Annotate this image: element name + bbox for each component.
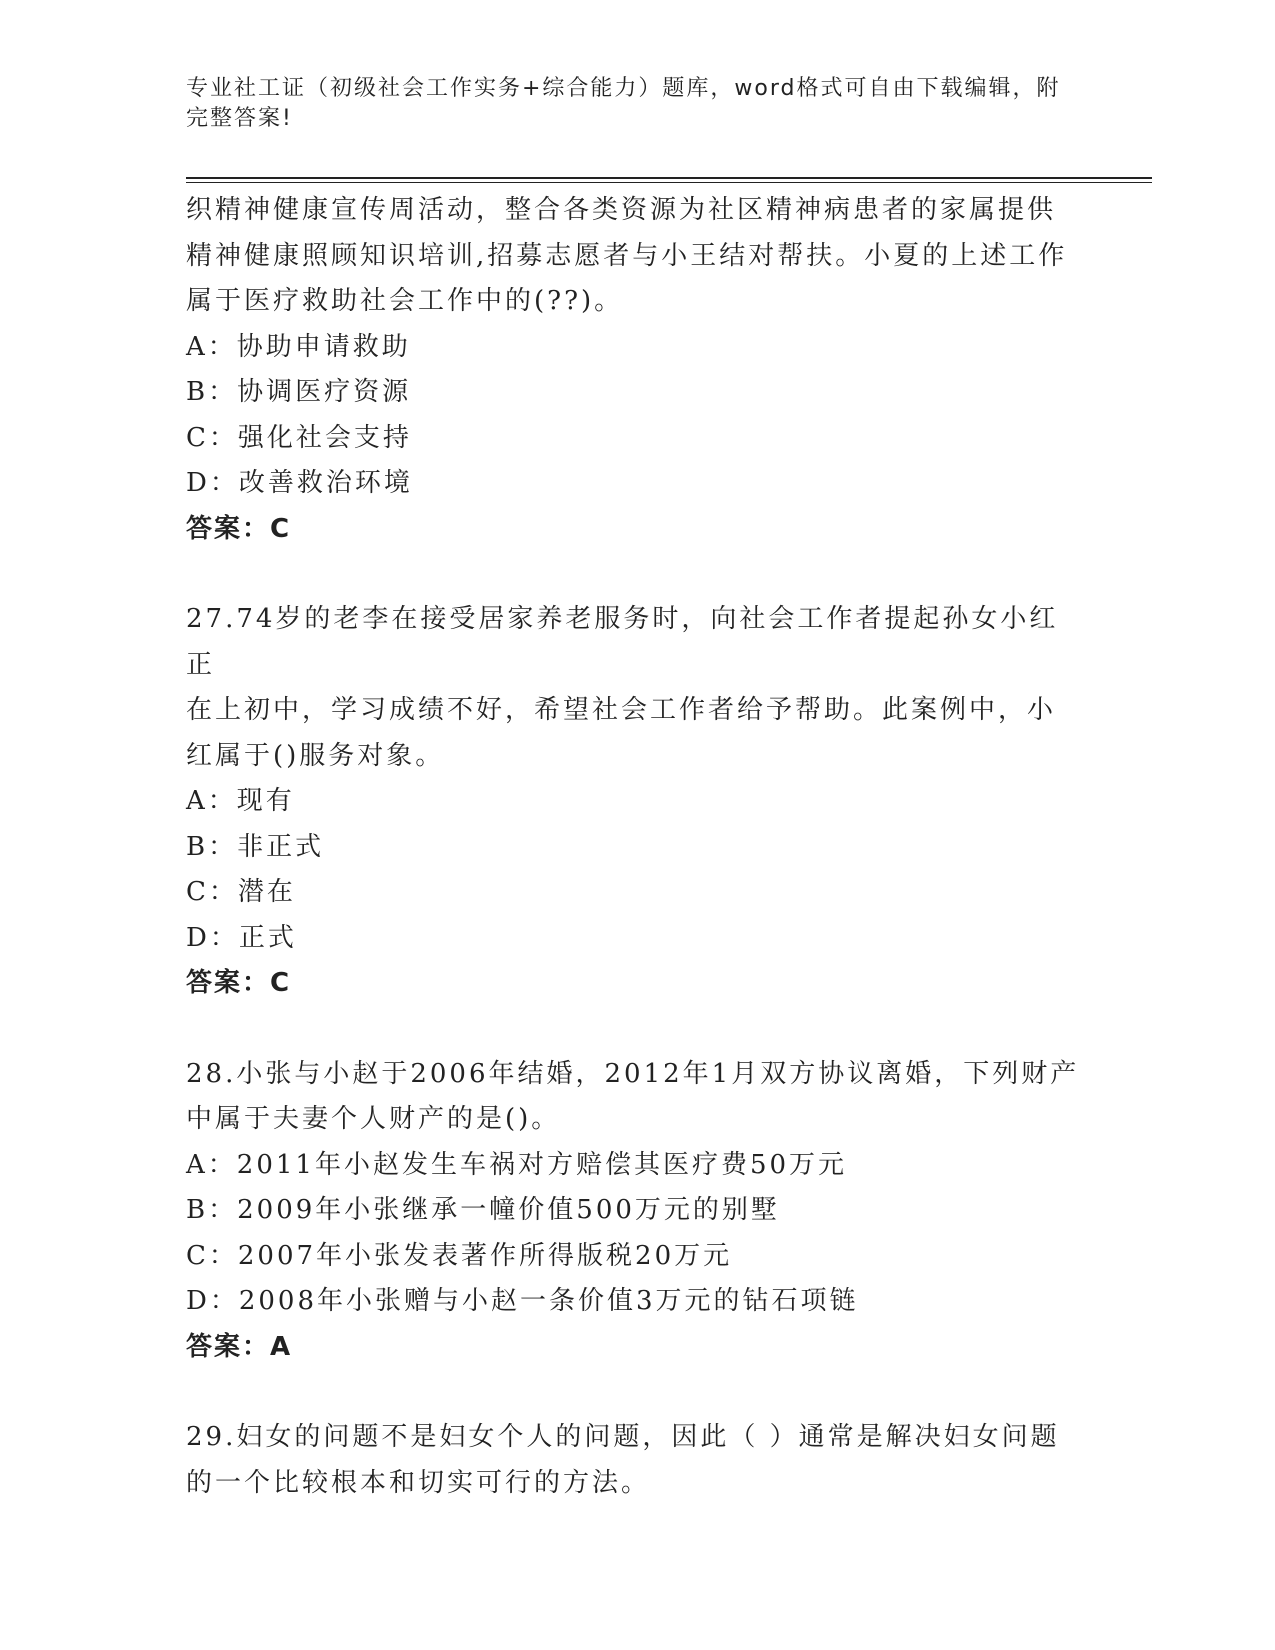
option-d: D：改善救治环境 [186, 468, 413, 498]
question-stem-line: 精神健康照顾知识培训,招募志愿者与小王结对帮扶。小夏的上述工作 [186, 240, 1068, 271]
header-line-1: 专业社工证（初级社会工作实务+综合能力）题库，word格式可自由下载编辑，附 [186, 76, 1061, 101]
question-stem-line: 28.小张与小赵于2006年结婚，2012年1月双方协议离婚，下列财产 [186, 1058, 1080, 1089]
option-b: B：非正式 [186, 831, 325, 862]
header-line-2: 完整答案! [186, 106, 293, 131]
option-b: B：协调医疗资源 [186, 377, 412, 407]
question-stem-line: 29.妇女的问题不是妇女个人的问题，因此（ ）通常是解决妇女问题 [186, 1422, 1060, 1452]
option-c: C：潜在 [186, 877, 296, 907]
answer-line: 答案：C [186, 968, 292, 998]
option-a: A：协助申请救助 [186, 331, 411, 362]
spacer [186, 1007, 1086, 1052]
question-stem-line: 在上初中，学习成绩不好，希望社会工作者给予帮助。此案例中，小 [186, 695, 1057, 725]
document-header [186, 74, 1086, 134]
question-stem-line: 的一个比较根本和切实可行的方法。 [186, 1467, 651, 1498]
answer-line: 答案：C [186, 513, 292, 544]
spacer [186, 1370, 1086, 1415]
option-c: C：2007年小张发表著作所得版税20万元 [186, 1240, 733, 1271]
option-d: D：正式 [186, 922, 297, 953]
question-list [186, 188, 1086, 1506]
question-stem-line: 织精神健康宣传周活动，整合各类资源为社区精神病患者的家属提供 [186, 195, 1057, 225]
option-a: A：2011年小赵发生车祸对方赔偿其医疗费50万元 [186, 1149, 848, 1180]
header-divider-thin [186, 182, 1152, 183]
question-stem-line: 27.74岁的老李在接受居家养老服务时，向社会工作者提起孙女小红正 [186, 604, 1059, 680]
question-stem-line: 属于医疗救助社会工作中的(??)。 [186, 286, 624, 316]
question-28 [186, 1052, 1086, 1371]
answer-line: 答案：A [186, 1331, 293, 1362]
header-divider-thick [186, 177, 1152, 179]
spacer [186, 552, 1086, 597]
option-c: C：强化社会支持 [186, 422, 412, 453]
question-26 [186, 188, 1086, 552]
option-d: D：2008年小张赠与小赵一条价值3万元的钻石项链 [186, 1286, 859, 1316]
option-a: A：现有 [186, 786, 295, 816]
question-stem-line: 中属于夫妻个人财产的是()。 [186, 1104, 561, 1134]
question-stem-line: 红属于()服务对象。 [186, 740, 445, 771]
question-29 [186, 1415, 1086, 1506]
question-27 [186, 597, 1086, 1007]
option-b: B：2009年小张继承一幢价值500万元的别墅 [186, 1195, 780, 1225]
